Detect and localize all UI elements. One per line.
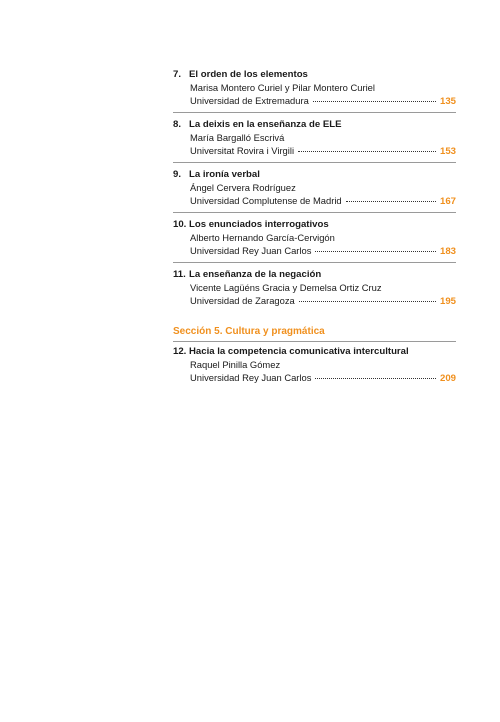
- toc-entry-7: [173, 68, 456, 113]
- entry-institution-line: [173, 144, 456, 158]
- dot-leader: [315, 378, 436, 379]
- entry-institution: Universidad de Extremadura: [190, 95, 309, 106]
- dot-leader: [298, 151, 436, 152]
- entry-number: 11.: [173, 269, 186, 280]
- entry-number: 10.: [173, 219, 187, 230]
- entry-title-text: El orden de los elementos: [189, 69, 308, 80]
- entry-title: [173, 168, 456, 181]
- page-number[interactable]: 135: [439, 96, 456, 107]
- entry-institution-line: [173, 371, 456, 385]
- toc-entry-10: [173, 218, 456, 263]
- entry-author: Ángel Cervera Rodríguez: [190, 182, 296, 193]
- entry-institution-line: [173, 294, 456, 308]
- toc-entry-9: [173, 168, 456, 213]
- dot-leader: [315, 251, 436, 252]
- entry-title-text: Los enunciados interrogativos: [189, 219, 329, 230]
- dot-leader: [346, 201, 436, 202]
- table-of-contents: [173, 68, 456, 394]
- page-number[interactable]: 183: [439, 246, 456, 257]
- entry-institution-line: [173, 94, 456, 108]
- entry-institution: Universidad Complutense de Madrid: [190, 195, 342, 206]
- entry-author: Raquel Pinilla Gómez: [190, 359, 281, 370]
- toc-entry-8: [173, 118, 456, 163]
- entry-institution: Universidad Rey Juan Carlos: [190, 372, 312, 383]
- entry-institution-line: [173, 194, 456, 208]
- entry-number: 12.: [173, 346, 187, 357]
- entry-title-text: La enseñanza de la negación: [189, 269, 322, 280]
- entry-number: 8.: [173, 119, 182, 130]
- entry-institution: Universitat Rovira i Virgili: [190, 145, 295, 156]
- entry-title-text: Hacia la competencia comunicativa intercultural: [189, 346, 409, 357]
- entry-author: María Bargalló Escrivá: [190, 132, 285, 143]
- entry-author: Vicente Lagüéns Gracia y Demelsa Ortiz Cruz: [190, 282, 382, 293]
- toc-entry-12: [173, 345, 456, 389]
- toc-entry-11: [173, 268, 456, 312]
- entry-title-text: La ironía verbal: [189, 169, 260, 180]
- dot-leader: [299, 301, 436, 302]
- entry-title: [173, 68, 456, 81]
- page-number[interactable]: 167: [439, 196, 456, 207]
- entry-title: [173, 268, 456, 281]
- entry-number: 9.: [173, 169, 182, 180]
- entry-institution: Universidad Rey Juan Carlos: [190, 245, 312, 256]
- entry-title: [173, 218, 456, 231]
- entry-number: 7.: [173, 69, 182, 80]
- entry-title-text: La deixis en la enseñanza de ELE: [189, 119, 342, 130]
- entry-title: [173, 345, 456, 358]
- section-heading: Sección 5. Cultura y pragmática: [173, 326, 325, 337]
- page-number[interactable]: 195: [439, 296, 456, 307]
- dot-leader: [313, 101, 436, 102]
- entry-author: Marisa Montero Curiel y Pilar Montero Curiel: [190, 82, 375, 93]
- page-number[interactable]: 209: [439, 373, 456, 384]
- entry-institution: Universidad de Zaragoza: [190, 295, 295, 306]
- page-number[interactable]: 153: [439, 146, 456, 157]
- entry-institution-line: [173, 244, 456, 258]
- entry-author: Alberto Hernando García-Cervigón: [190, 232, 335, 243]
- entry-title: [173, 118, 456, 131]
- section-divider: [173, 341, 456, 342]
